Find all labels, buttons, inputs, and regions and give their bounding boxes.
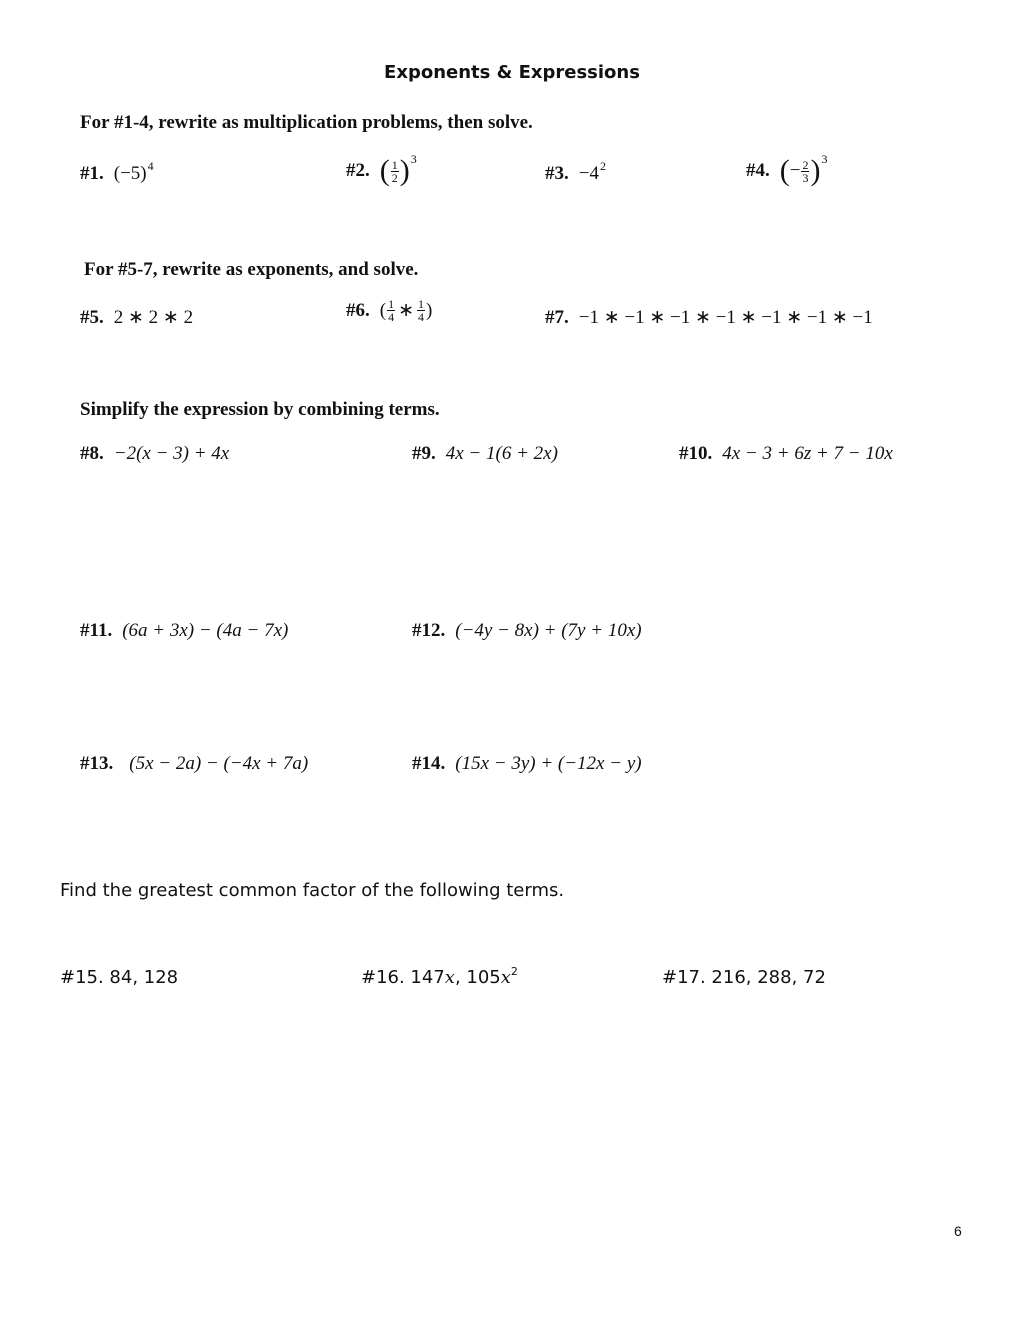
problem-1-base: (−5) [113,163,147,184]
problem-4-sign: − [789,160,801,181]
problem-16-mid: , 105 [454,967,501,988]
problem-17: #17. 216, 288, 72 [662,967,826,988]
problem-8-expression: −2(x − 3) + 4x [113,443,230,464]
problem-6-fraction-1: $\frac{1}{4}$ [388,297,395,324]
problem-12-number: #12. [412,620,446,641]
problem-3-exponent: 2 [599,158,606,173]
problem-1-number: #1. [80,163,104,184]
page-title: Exponents & Expressions [384,62,640,83]
problem-4: #4. ( − $\frac{2}{3}$ ) 3 [746,151,828,187]
section1-instruction: For #1-4, rewrite as multiplication problems, then solve. [80,112,533,133]
section2-instruction: For #5-7, rewrite as exponents, and solve. [84,259,419,280]
problem-2-fraction: $\frac{1}{2}$ [391,157,398,185]
problem-5 [80,306,193,329]
problem-1 [80,158,154,185]
problem-16-exponent: 2 [510,965,518,978]
problem-9 [412,443,558,465]
section3-instruction: Simplify the expression by combining terms. [80,399,440,420]
problem-10-number: #10. [679,443,713,464]
problem-6-number: #6. [346,299,370,321]
problem-12 [412,620,642,642]
problem-11 [80,620,288,642]
problem-16-variable-2: x [500,967,511,988]
problem-7-number: #7. [545,306,569,328]
problem-13-number: #13. [80,753,114,774]
problem-13 [80,753,308,775]
problem-7-expression: −1 ∗ −1 ∗ −1 ∗ −1 ∗ −1 ∗ −1 ∗ −1 [578,307,873,328]
problem-8-number: #8. [80,443,104,464]
section4-instruction: Find the greatest common factor of the following terms. [60,880,565,901]
problem-5-number: #5. [80,306,104,328]
page-number: 6 [954,1223,962,1239]
problem-7 [545,306,873,329]
problem-3-number: #3. [545,163,569,184]
problem-2: #2. ( $\frac{1}{2}$ ) 3 [346,151,417,187]
problem-6-fraction-2: $\frac{1}{4}$ [418,297,424,324]
problem-16 [361,967,518,988]
problem-16-prefix: #16. 147 [361,967,445,988]
problem-10-expression: 4x − 3 + 6z + 7 − 10x [722,443,893,464]
problem-1-exponent: 4 [147,158,154,173]
problem-9-expression: 4x − 1(6 + 2x) [445,443,558,464]
problem-11-expression: (6a + 3x) − (4a − 7x) [122,620,289,641]
problem-14-expression: (15x − 3y) + (−12x − y) [455,753,642,774]
problem-4-exponent: 3 [821,151,828,166]
problem-11-number: #11. [80,620,113,641]
problem-15: #15. 84, 128 [60,967,179,988]
problem-4-number: #4. [746,160,770,181]
problem-10 [679,443,893,465]
problem-9-number: #9. [412,443,436,464]
problem-6-operator: ∗ [398,300,414,321]
problem-16-variable-1: x [444,967,455,988]
problem-12-expression: (−4y − 8x) + (7y + 10x) [455,620,642,641]
problem-14 [412,753,642,775]
problem-8 [80,443,229,465]
problem-4-fraction: $\frac{2}{3}$ [802,157,809,185]
problem-5-expression: 2 ∗ 2 ∗ 2 [113,307,194,328]
problem-14-number: #14. [412,753,446,774]
problem-3-base: −4 [578,163,599,184]
problem-13-expression: (5x − 2a) − (−4x + 7a) [129,753,309,774]
problem-2-exponent: 3 [410,151,417,166]
problem-2-number: #2. [346,160,370,181]
problem-6: #6. ( $\frac{1}{4}$ ∗ $\frac{1}{4}$ ) [346,297,433,324]
problem-3 [545,158,606,185]
